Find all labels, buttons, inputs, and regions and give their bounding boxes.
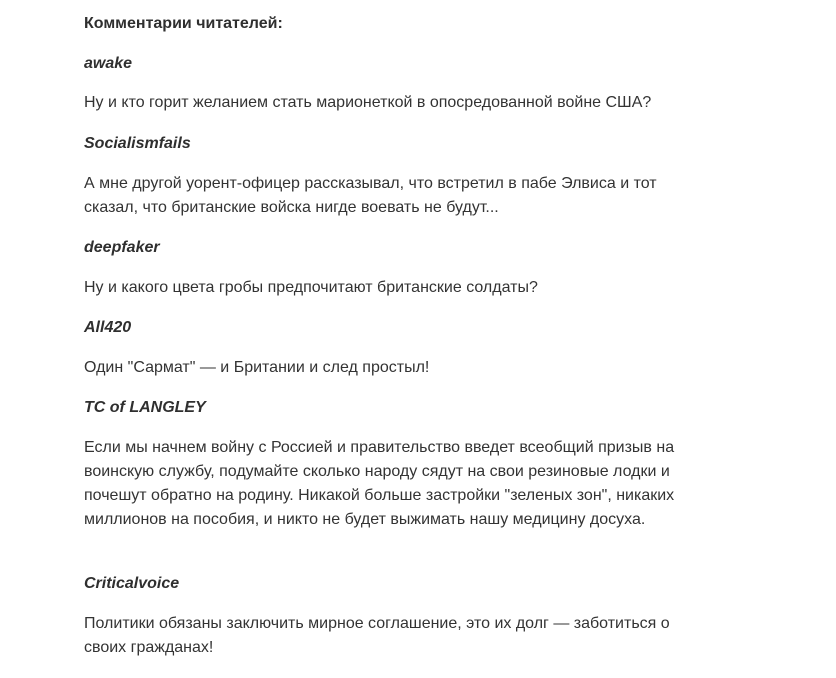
comment-author: awake <box>84 55 133 72</box>
comment-text: Ну и кто горит желанием стать марионеткой в опосредованной войне США? <box>84 94 652 111</box>
comment-author: TC of LANGLEY <box>84 399 206 416</box>
comment-author: deepfaker <box>84 239 160 256</box>
comment-text: Политики обязаны заключить мирное соглашение, это их долг — заботиться о своих гражданах! <box>84 615 670 656</box>
comment-text: Один "Сармат" — и Британии и след простыл! <box>84 359 430 376</box>
comment-text: А мне другой уорент-офицер рассказывал, что встретил в пабе Элвиса и тот сказал, что британские войска нигде воевать не будут... <box>84 175 657 216</box>
comments-heading: Комментарии читателей: <box>84 15 283 32</box>
comment-author: Criticalvoice <box>84 575 180 592</box>
comment-author: All420 <box>84 319 132 336</box>
comment-text: Ну и какого цвета гробы предпочитают британские солдаты? <box>84 279 538 296</box>
comment-author: Socialismfails <box>84 135 191 152</box>
comment-text: Если мы начнем войну с Россией и правительство введет всеобщий призыв на воинскую службу, подумайте сколько народу сядут на свои резиновые лодки и почешут обратно на родину. Никакой больше застройки "зеленых зон", никаких миллионов на пособия, и никто не будет выжимать нашу медицину досуха. <box>84 439 675 528</box>
